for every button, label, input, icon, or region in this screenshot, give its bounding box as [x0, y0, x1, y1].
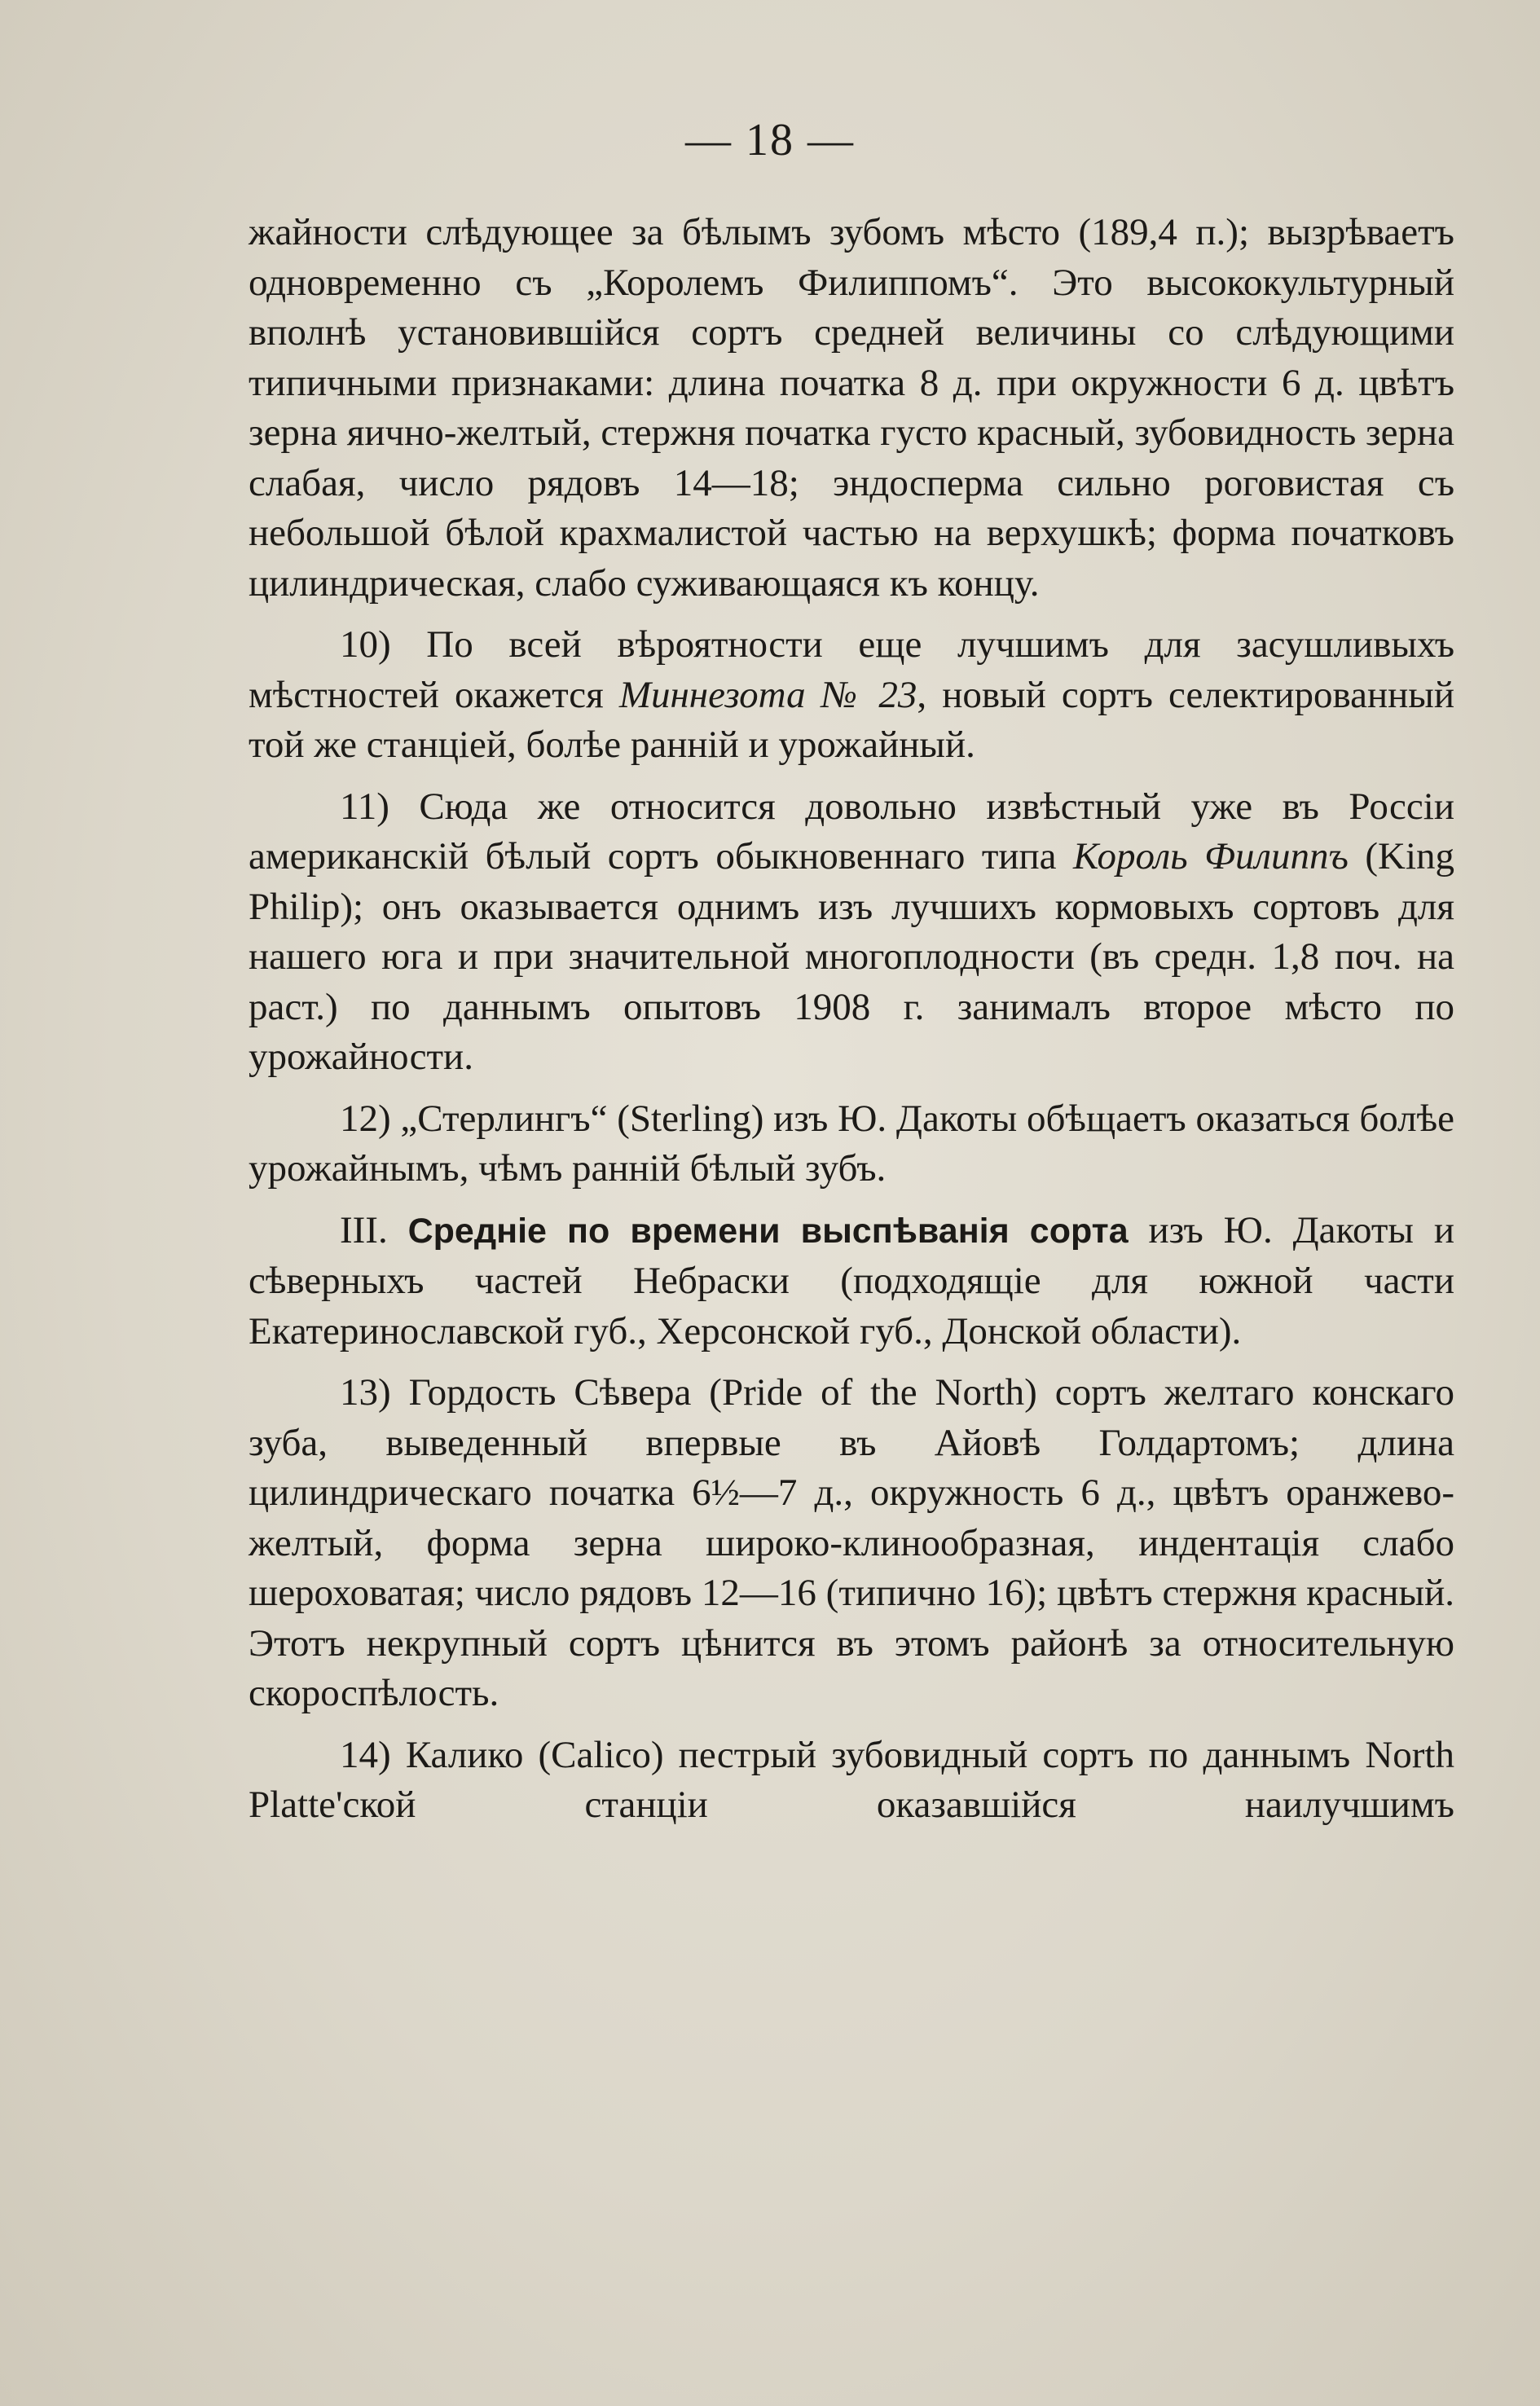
section-number: III. — [340, 1208, 408, 1251]
text-run: , новый сортъ селектированный той же станціей, болѣе ранній и урожайный. — [249, 673, 1454, 766]
paragraph-item-12 — [249, 1094, 1454, 1194]
text-run: 14) Калико (Calico) пестрый зубовидный сортъ по даннымъ North Platte'ской станціи оказавшійся наилучшимъ — [249, 1733, 1454, 1826]
text-run: изъ Ю. Дакоты и сѣверныхъ частей Небраски (подходящіе для южной части Екатеринославской губ., Херсонской губ., Донской области). — [249, 1208, 1454, 1353]
paragraph-item-11 — [249, 782, 1454, 1083]
text-run: 10) По всей вѣроятности еще лучшимъ для засушливыхъ мѣстностей окажется — [249, 623, 1454, 716]
text-run: жайности слѣдующее за бѣлымъ зубомъ мѣсто (189,4 п.); вызрѣваетъ одновременно съ „Королемъ Филиппомъ“. Это высококультурный вполнѣ установившійся сортъ средней величины со слѣдующими типичными признаками: длина початка 8 д. при окружности 6 д. цвѣтъ зерна яично-желтый, стержня початка густо красный, зубовидность зерна слабая, число рядовъ 14—18; эндосперма сильно роговистая съ небольшой бѣлой крахмалистой частью на верхушкѣ; форма початковъ цилиндрическая, слабо суживающаяся къ концу. — [249, 211, 1454, 605]
section-heading-paragraph — [249, 1206, 1454, 1357]
paragraph-continuation — [249, 208, 1454, 609]
paragraph-item-10 — [249, 620, 1454, 771]
body-text — [249, 208, 1454, 1831]
text-run: 11) Сюда же относится довольно извѣстный уже въ Россіи американскій бѣлый сортъ обыкновеннаго типа — [249, 785, 1454, 878]
variety-name: Миннезота № 23 — [618, 673, 917, 716]
paragraph-item-14 — [249, 1731, 1454, 1831]
text-run: (King Philip); онъ оказывается однимъ изъ лучшихъ кормовыхъ сортовъ для нашего юга и при значительной многоплодности (въ средн. 1,8 поч. на раст.) по даннымъ опытовъ 1908 г. занималъ второе мѣсто по урожайности. — [249, 835, 1454, 1078]
page-number: — 18 — — [685, 115, 855, 165]
variety-name: Король Филиппъ — [1073, 835, 1349, 878]
text-run: 13) Гордость Сѣвера (Pride of the North) сортъ желтаго конскаго зуба, выведенный впервые въ Айовѣ Голдартомъ; длина цилиндрическаго початка 6½—7 д., окружность 6 д., цвѣтъ оранжево-желтый, форма зерна широко-клинообразная, индентація слабо шероховатая; число рядовъ 12—16 (типично 16); цвѣтъ стержня красный. Этотъ некрупный сортъ цѣнится въ этомъ районѣ за относительную скороспѣлость. — [249, 1371, 1454, 1714]
text-run: 12) „Стерлингъ“ (Sterling) изъ Ю. Дакоты обѣщаетъ оказаться болѣе урожайнымъ, чѣмъ ранній бѣлый зубъ. — [249, 1097, 1454, 1190]
section-heading: Средніе по времени выспѣванія сорта — [407, 1211, 1129, 1251]
paragraph-item-13 — [249, 1368, 1454, 1719]
